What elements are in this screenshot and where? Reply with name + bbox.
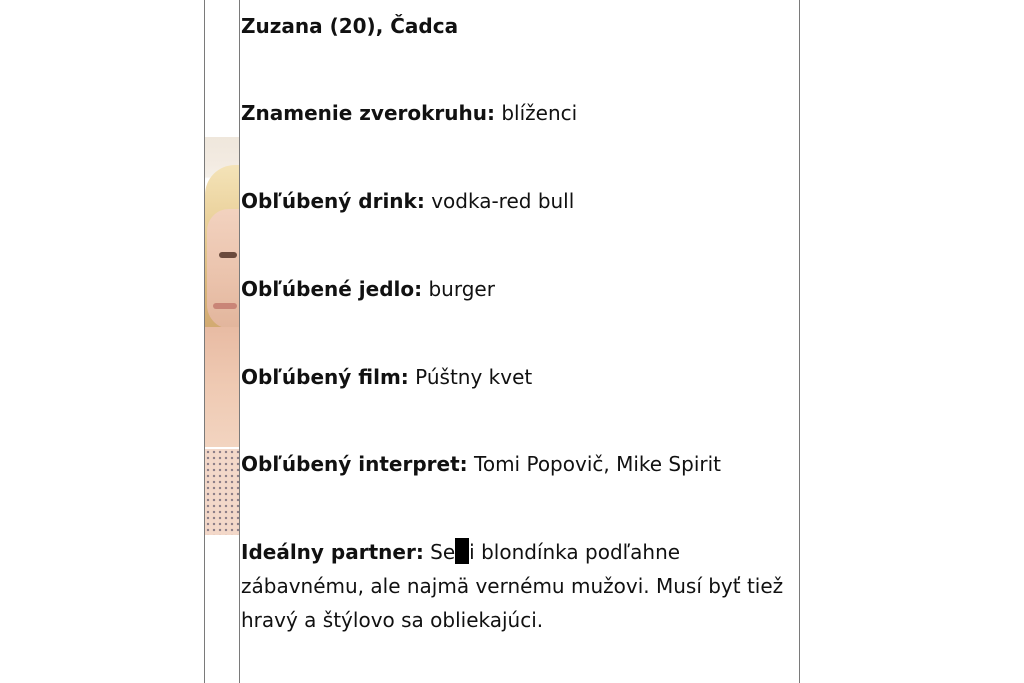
artist-label: Obľúbený interpret: [241,452,468,476]
frame-inner-border [239,0,240,683]
photo-eye [219,252,237,258]
film-label: Obľúbený film: [241,365,409,389]
partner-label: Ideálny partner: [241,540,424,564]
drink-label: Obľúbený drink: [241,189,425,213]
frame-right-border [799,0,800,683]
food-label: Obľúbené jedlo: [241,277,423,301]
drink-value: vodka-red bull [431,189,575,213]
photo-dress [205,449,239,535]
drink-row [241,184,574,218]
film-value: Púštny kvet [415,365,533,389]
photo-lips [213,303,237,309]
profile-heading [241,9,458,43]
photo-neck [205,327,239,447]
partner-value-rest: i blondínka podľahne zábavnému, ale najmä vernému mužovi. Musí byť tiež hravý a štýlovo sa obliekajúci. [241,540,784,632]
profile-photo [205,137,239,535]
profile-heading-text: Zuzana (20), Čadca [241,14,459,38]
artist-row [241,447,721,481]
food-row [241,272,495,306]
food-value: burger [428,277,495,301]
photo-face [207,209,239,329]
zodiac-label: Znamenie zverokruhu: [241,101,495,125]
film-row [241,360,532,394]
redaction-block [455,538,469,564]
zodiac-value: blíženci [501,101,578,125]
partner-paragraph [241,535,797,637]
zodiac-row [241,96,577,130]
partner-value-start: Se [430,540,456,564]
artist-value: Tomi Popovič, Mike Spirit [474,452,721,476]
